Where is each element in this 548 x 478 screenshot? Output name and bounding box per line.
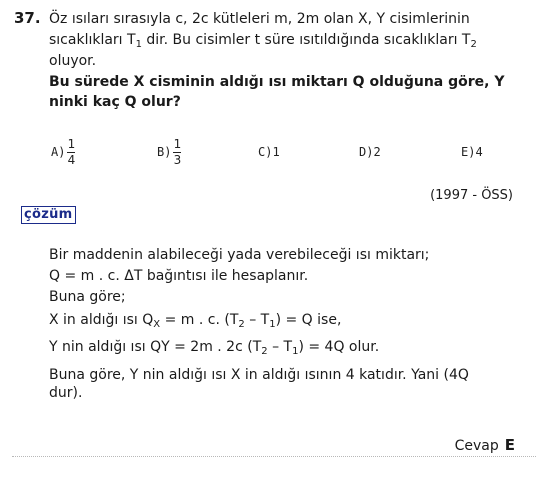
option-c-value: 1 bbox=[272, 145, 280, 159]
option-e[interactable] bbox=[461, 130, 483, 174]
solution-line-4 bbox=[49, 310, 341, 330]
option-a[interactable] bbox=[51, 130, 75, 174]
solution-line-2: Q = m . c. ΔT bağıntısı ile hesaplanır. bbox=[49, 268, 309, 284]
option-c-label: C) bbox=[258, 145, 273, 159]
option-d-label: D) bbox=[359, 145, 374, 159]
option-a-denominator: 4 bbox=[67, 152, 76, 167]
question-line-2 bbox=[49, 30, 477, 51]
question-line-2-b: dir. Bu cisimler t süre ısıtıldığında sıcaklıkları T bbox=[141, 32, 471, 48]
solution-line-1: Bir maddenin alabileceği yada verebileceği ısı miktarı; bbox=[49, 247, 430, 263]
solution-line-5-b: – T bbox=[267, 339, 293, 355]
option-a-fraction bbox=[67, 138, 75, 167]
solution-line-4-d: ) = Q ise, bbox=[275, 312, 342, 328]
solution-line-4-sub-1: 1 bbox=[269, 319, 276, 330]
divider bbox=[12, 456, 536, 457]
question-line-2-a: sıcaklıkları T bbox=[49, 32, 136, 48]
t1-subscript: 1 bbox=[135, 39, 142, 50]
source-label: (1997 - ÖSS) bbox=[430, 188, 513, 203]
option-e-value: 4 bbox=[475, 145, 483, 159]
option-e-label: E) bbox=[461, 145, 476, 159]
question-bold-line-1: Bu sürede X cisminin aldığı ısı miktarı Q olduğuna göre, Y bbox=[49, 74, 505, 90]
solution-line-4-sub-2: 2 bbox=[238, 319, 245, 330]
solution-line-4-b: = m . c. (T bbox=[160, 312, 239, 328]
solution-line-6: Buna göre, Y nin aldığı ısı X in aldığı ısının 4 katıdır. Yani (4Q bbox=[49, 367, 469, 383]
solution-line-5-a: Y nin aldığı ısı QY = 2m . 2c (T bbox=[49, 339, 262, 355]
option-c[interactable] bbox=[258, 130, 280, 174]
solution-line-5-c: ) = 4Q olur. bbox=[298, 339, 380, 355]
solution-line-5-sub-2: 2 bbox=[261, 346, 268, 357]
question-bold-line-2: ninki kaç Q olur? bbox=[49, 94, 181, 110]
option-b-fraction bbox=[173, 138, 181, 167]
answer-label: Cevap bbox=[454, 438, 499, 454]
qx-subscript: X bbox=[153, 319, 161, 330]
question-line-3: oluyor. bbox=[49, 53, 97, 69]
question-number: 37. bbox=[14, 9, 41, 27]
solution-tag: çözüm bbox=[21, 206, 76, 224]
solution-line-4-a: X in aldığı ısı Q bbox=[49, 312, 154, 328]
option-d[interactable] bbox=[359, 130, 381, 174]
t2-subscript: 2 bbox=[470, 39, 477, 50]
option-a-numerator: 1 bbox=[67, 136, 76, 151]
solution-line-5 bbox=[49, 337, 379, 357]
answer bbox=[455, 436, 515, 454]
answer-letter: E bbox=[504, 436, 515, 454]
solution-line-3: Buna göre; bbox=[49, 289, 126, 305]
solution-line-5-sub-1: 1 bbox=[292, 346, 299, 357]
solution-line-4-c: – T bbox=[244, 312, 270, 328]
option-d-value: 2 bbox=[373, 145, 381, 159]
option-b-denominator: 3 bbox=[173, 152, 182, 167]
option-a-label: A) bbox=[51, 145, 66, 159]
option-b[interactable] bbox=[157, 130, 181, 174]
solution-line-7: dur). bbox=[49, 385, 83, 401]
option-b-label: B) bbox=[157, 145, 172, 159]
option-b-numerator: 1 bbox=[173, 136, 182, 151]
question-line-1: Öz ısıları sırasıyla c, 2c kütleleri m, 2m olan X, Y cisimlerinin bbox=[49, 11, 470, 27]
